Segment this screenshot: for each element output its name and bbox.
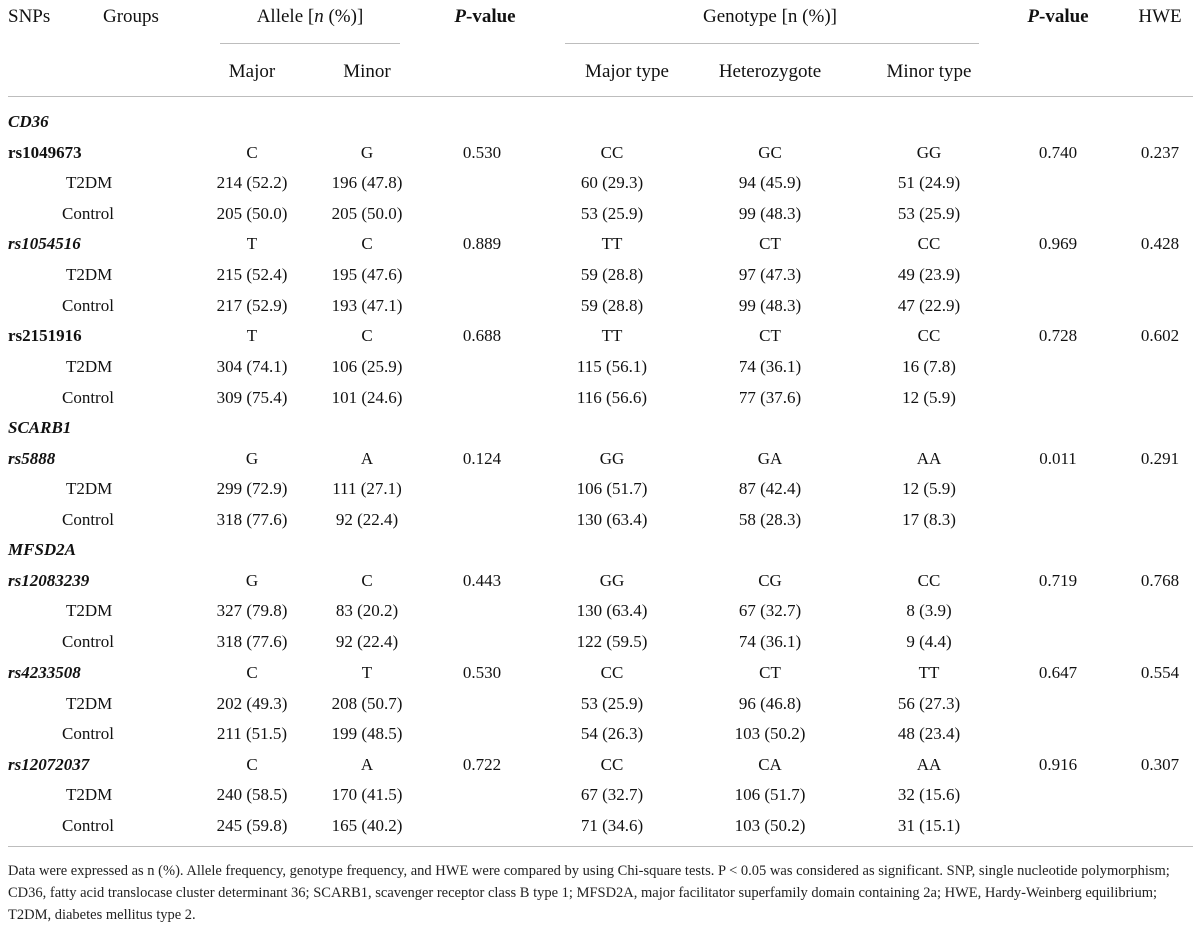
t2dm-minor: 111 (27.1) bbox=[332, 479, 402, 498]
header-genotype: Genotype [n (%)] bbox=[702, 6, 837, 27]
allele-minor: A bbox=[360, 755, 374, 774]
t2dm-genotype-major: 106 (51.7) bbox=[576, 479, 648, 498]
snp-name: rs2151916 bbox=[8, 326, 82, 345]
table-bottom-rule bbox=[8, 846, 1193, 847]
allele-minor: G bbox=[360, 143, 374, 162]
t2dm-genotype-major: 53 (25.9) bbox=[580, 694, 644, 713]
genotype-minor: CC bbox=[917, 326, 941, 345]
genotype-minor: CC bbox=[917, 571, 941, 590]
t2dm-genotype-het: 106 (51.7) bbox=[734, 785, 806, 804]
control-genotype-het: 74 (36.1) bbox=[738, 632, 802, 651]
control-genotype-major: 130 (63.4) bbox=[576, 510, 648, 529]
header-groups: Groups bbox=[103, 6, 159, 27]
allele-pvalue: 0.688 bbox=[462, 326, 502, 345]
snp-name: rs12072037 bbox=[8, 755, 90, 774]
allele-underline bbox=[220, 43, 400, 44]
t2dm-genotype-major: 130 (63.4) bbox=[576, 601, 648, 620]
header-pvalue-genotype-rest: -value bbox=[1039, 6, 1089, 27]
allele-minor: C bbox=[361, 571, 373, 590]
t2dm-genotype-major: 60 (29.3) bbox=[580, 173, 644, 192]
genotype-minor: AA bbox=[916, 755, 942, 774]
genotype-het: CG bbox=[758, 571, 782, 590]
group-label: T2DM bbox=[66, 173, 113, 192]
t2dm-genotype-het: 96 (46.8) bbox=[738, 694, 802, 713]
group-label: Control bbox=[62, 632, 114, 651]
genotype-pvalue: 0.728 bbox=[1038, 326, 1078, 345]
control-major: 211 (51.5) bbox=[216, 724, 288, 743]
t2dm-major: 215 (52.4) bbox=[216, 265, 288, 284]
hwe-value: 0.768 bbox=[1140, 571, 1180, 590]
t2dm-major: 299 (72.9) bbox=[216, 479, 288, 498]
header-pvalue-genotype-p: P bbox=[1027, 6, 1039, 27]
group-label: Control bbox=[62, 296, 114, 315]
group-label: Control bbox=[62, 724, 114, 743]
header-major-type: Major type bbox=[585, 61, 669, 82]
allele-pvalue: 0.530 bbox=[462, 663, 502, 682]
group-label: Control bbox=[62, 816, 114, 835]
header-pvalue-allele-p: P bbox=[454, 6, 466, 27]
header-allele-n: n bbox=[314, 6, 324, 27]
group-label: T2DM bbox=[66, 785, 113, 804]
control-genotype-het: 99 (48.3) bbox=[738, 204, 802, 223]
hwe-value: 0.554 bbox=[1140, 663, 1180, 682]
t2dm-genotype-minor: 16 (7.8) bbox=[902, 357, 956, 376]
t2dm-major: 214 (52.2) bbox=[216, 173, 288, 192]
allele-major: T bbox=[246, 326, 258, 345]
t2dm-minor: 170 (41.5) bbox=[331, 785, 403, 804]
t2dm-major: 304 (74.1) bbox=[216, 357, 288, 376]
control-genotype-minor: 9 (4.4) bbox=[906, 632, 952, 651]
allele-minor: C bbox=[361, 326, 373, 345]
t2dm-genotype-minor: 56 (27.3) bbox=[897, 694, 961, 713]
control-genotype-minor: 53 (25.9) bbox=[897, 204, 961, 223]
control-genotype-het: 99 (48.3) bbox=[738, 296, 802, 315]
header-pvalue-genotype bbox=[1003, 6, 1113, 28]
allele-pvalue: 0.889 bbox=[462, 234, 502, 253]
genotype-het: CT bbox=[759, 326, 781, 345]
control-genotype-het: 103 (50.2) bbox=[734, 724, 806, 743]
control-genotype-major: 122 (59.5) bbox=[576, 632, 648, 651]
snp-name: rs1049673 bbox=[8, 143, 82, 162]
control-major: 217 (52.9) bbox=[216, 296, 288, 315]
control-minor: 193 (47.1) bbox=[331, 296, 403, 315]
t2dm-minor: 83 (20.2) bbox=[335, 601, 399, 620]
t2dm-genotype-het: 94 (45.9) bbox=[738, 173, 802, 192]
allele-pvalue: 0.722 bbox=[462, 755, 502, 774]
control-genotype-major: 53 (25.9) bbox=[580, 204, 644, 223]
t2dm-genotype-major: 59 (28.8) bbox=[580, 265, 644, 284]
t2dm-major: 327 (79.8) bbox=[216, 601, 288, 620]
genotype-minor: GG bbox=[916, 143, 942, 162]
t2dm-minor: 106 (25.9) bbox=[331, 357, 403, 376]
t2dm-genotype-het: 97 (47.3) bbox=[738, 265, 802, 284]
control-genotype-major: 116 (56.6) bbox=[576, 388, 648, 407]
control-genotype-minor: 12 (5.9) bbox=[902, 388, 956, 407]
genotype-major: CC bbox=[600, 143, 624, 162]
t2dm-minor: 195 (47.6) bbox=[331, 265, 403, 284]
t2dm-minor: 208 (50.7) bbox=[331, 694, 403, 713]
genotype-major: GG bbox=[599, 449, 625, 468]
group-label: T2DM bbox=[66, 601, 113, 620]
snp-name: rs1054516 bbox=[8, 234, 81, 253]
allele-major: C bbox=[246, 755, 258, 774]
t2dm-genotype-minor: 8 (3.9) bbox=[906, 601, 952, 620]
t2dm-genotype-minor: 12 (5.9) bbox=[902, 479, 956, 498]
allele-pvalue: 0.530 bbox=[462, 143, 502, 162]
genotype-pvalue: 0.719 bbox=[1038, 571, 1078, 590]
allele-major: G bbox=[245, 571, 259, 590]
hwe-value: 0.602 bbox=[1140, 326, 1180, 345]
header-major: Major bbox=[228, 61, 276, 82]
control-minor: 165 (40.2) bbox=[331, 816, 403, 835]
genotype-major: TT bbox=[601, 326, 623, 345]
header-bottom-rule bbox=[8, 96, 1193, 97]
t2dm-genotype-minor: 32 (15.6) bbox=[897, 785, 961, 804]
genotype-minor: AA bbox=[916, 449, 942, 468]
header-allele bbox=[210, 6, 410, 28]
t2dm-genotype-minor: 49 (23.9) bbox=[897, 265, 961, 284]
allele-pvalue: 0.124 bbox=[462, 449, 502, 468]
genotype-minor: TT bbox=[918, 663, 940, 682]
group-label: Control bbox=[62, 204, 114, 223]
control-major: 205 (50.0) bbox=[216, 204, 288, 223]
genotype-major: CC bbox=[600, 663, 624, 682]
control-major: 309 (75.4) bbox=[216, 388, 288, 407]
control-genotype-het: 58 (28.3) bbox=[738, 510, 802, 529]
control-minor: 205 (50.0) bbox=[331, 204, 403, 223]
genotype-het: GA bbox=[757, 449, 783, 468]
hwe-value: 0.428 bbox=[1140, 234, 1180, 253]
control-minor: 199 (48.5) bbox=[331, 724, 403, 743]
gene-label-mfsd2a: MFSD2A bbox=[8, 540, 77, 559]
genotype-het: CT bbox=[759, 234, 781, 253]
hwe-value: 0.237 bbox=[1140, 143, 1180, 162]
header-allele-prefix: Allele [ bbox=[256, 6, 315, 27]
genotype-het: CT bbox=[759, 663, 781, 682]
genotype-pvalue: 0.740 bbox=[1038, 143, 1078, 162]
allele-major: C bbox=[246, 663, 258, 682]
genotype-major: GG bbox=[599, 571, 625, 590]
genotype-underline bbox=[565, 43, 979, 44]
t2dm-genotype-het: 87 (42.4) bbox=[738, 479, 802, 498]
t2dm-genotype-major: 115 (56.1) bbox=[576, 357, 648, 376]
control-genotype-het: 103 (50.2) bbox=[734, 816, 806, 835]
allele-minor: C bbox=[361, 234, 373, 253]
t2dm-major: 240 (58.5) bbox=[216, 785, 288, 804]
header-hwe: HWE bbox=[1138, 6, 1182, 27]
header-minor-type: Minor type bbox=[886, 61, 972, 82]
genotype-major: TT bbox=[601, 234, 623, 253]
control-genotype-major: 54 (26.3) bbox=[580, 724, 644, 743]
genotype-het: GC bbox=[758, 143, 782, 162]
t2dm-major: 202 (49.3) bbox=[216, 694, 288, 713]
header-allele-suffix: (%)] bbox=[323, 6, 364, 27]
hwe-value: 0.307 bbox=[1140, 755, 1180, 774]
genotype-pvalue: 0.011 bbox=[1039, 449, 1077, 468]
allele-major: G bbox=[245, 449, 259, 468]
control-major: 318 (77.6) bbox=[216, 510, 288, 529]
group-label: T2DM bbox=[66, 357, 113, 376]
allele-major: T bbox=[246, 234, 258, 253]
control-genotype-major: 71 (34.6) bbox=[580, 816, 644, 835]
control-genotype-minor: 31 (15.1) bbox=[897, 816, 961, 835]
control-major: 245 (59.8) bbox=[216, 816, 288, 835]
control-genotype-het: 77 (37.6) bbox=[738, 388, 802, 407]
control-genotype-minor: 17 (8.3) bbox=[902, 510, 956, 529]
snp-name: rs4233508 bbox=[8, 663, 81, 682]
allele-minor: A bbox=[360, 449, 374, 468]
allele-pvalue: 0.443 bbox=[462, 571, 502, 590]
control-genotype-minor: 47 (22.9) bbox=[897, 296, 961, 315]
genotype-pvalue: 0.969 bbox=[1038, 234, 1078, 253]
header-heterozygote: Heterozygote bbox=[718, 61, 822, 82]
snp-name: rs12083239 bbox=[8, 571, 90, 590]
group-label: T2DM bbox=[66, 479, 113, 498]
table-footnote: Data were expressed as n (%). Allele frequency, genotype frequency, and HWE were compared by using Chi-square tests. P < 0.05 was considered as significant. SNP, single nucleotide polymorphism; CD36, fatty acid translocase cluster determinant 36; SCARB1, scavenger receptor class B type 1; MFSD2A, major facilitator superfamily domain containing 2a; HWE, Hardy-Weinberg equilibrium; T2DM, diabetes mellitus type 2. bbox=[8, 863, 1170, 923]
genotype-pvalue: 0.647 bbox=[1038, 663, 1078, 682]
t2dm-genotype-het: 74 (36.1) bbox=[738, 357, 802, 376]
control-minor: 92 (22.4) bbox=[335, 510, 399, 529]
control-genotype-major: 59 (28.8) bbox=[580, 296, 644, 315]
t2dm-minor: 196 (47.8) bbox=[331, 173, 403, 192]
header-pvalue-allele-rest: -value bbox=[466, 6, 516, 27]
hwe-value: 0.291 bbox=[1140, 449, 1180, 468]
group-label: T2DM bbox=[66, 265, 113, 284]
control-genotype-minor: 48 (23.4) bbox=[897, 724, 961, 743]
control-major: 318 (77.6) bbox=[216, 632, 288, 651]
header-minor: Minor bbox=[343, 61, 391, 82]
group-label: T2DM bbox=[66, 694, 113, 713]
genotype-pvalue: 0.916 bbox=[1038, 755, 1078, 774]
control-minor: 101 (24.6) bbox=[331, 388, 403, 407]
header-snps: SNPs bbox=[8, 6, 51, 27]
t2dm-genotype-major: 67 (32.7) bbox=[580, 785, 644, 804]
group-label: Control bbox=[62, 510, 114, 529]
allele-minor: T bbox=[361, 663, 373, 682]
control-minor: 92 (22.4) bbox=[335, 632, 399, 651]
genotype-major: CC bbox=[600, 755, 624, 774]
snp-name: rs5888 bbox=[8, 449, 56, 468]
gene-label-cd36: CD36 bbox=[8, 112, 49, 131]
genotype-het: CA bbox=[758, 755, 782, 774]
genotype-minor: CC bbox=[917, 234, 941, 253]
gene-label-scarb1: SCARB1 bbox=[8, 418, 72, 437]
t2dm-genotype-het: 67 (32.7) bbox=[738, 601, 802, 620]
header-pvalue-allele bbox=[430, 6, 540, 28]
allele-major: C bbox=[246, 143, 258, 162]
group-label: Control bbox=[62, 388, 114, 407]
t2dm-genotype-minor: 51 (24.9) bbox=[897, 173, 961, 192]
